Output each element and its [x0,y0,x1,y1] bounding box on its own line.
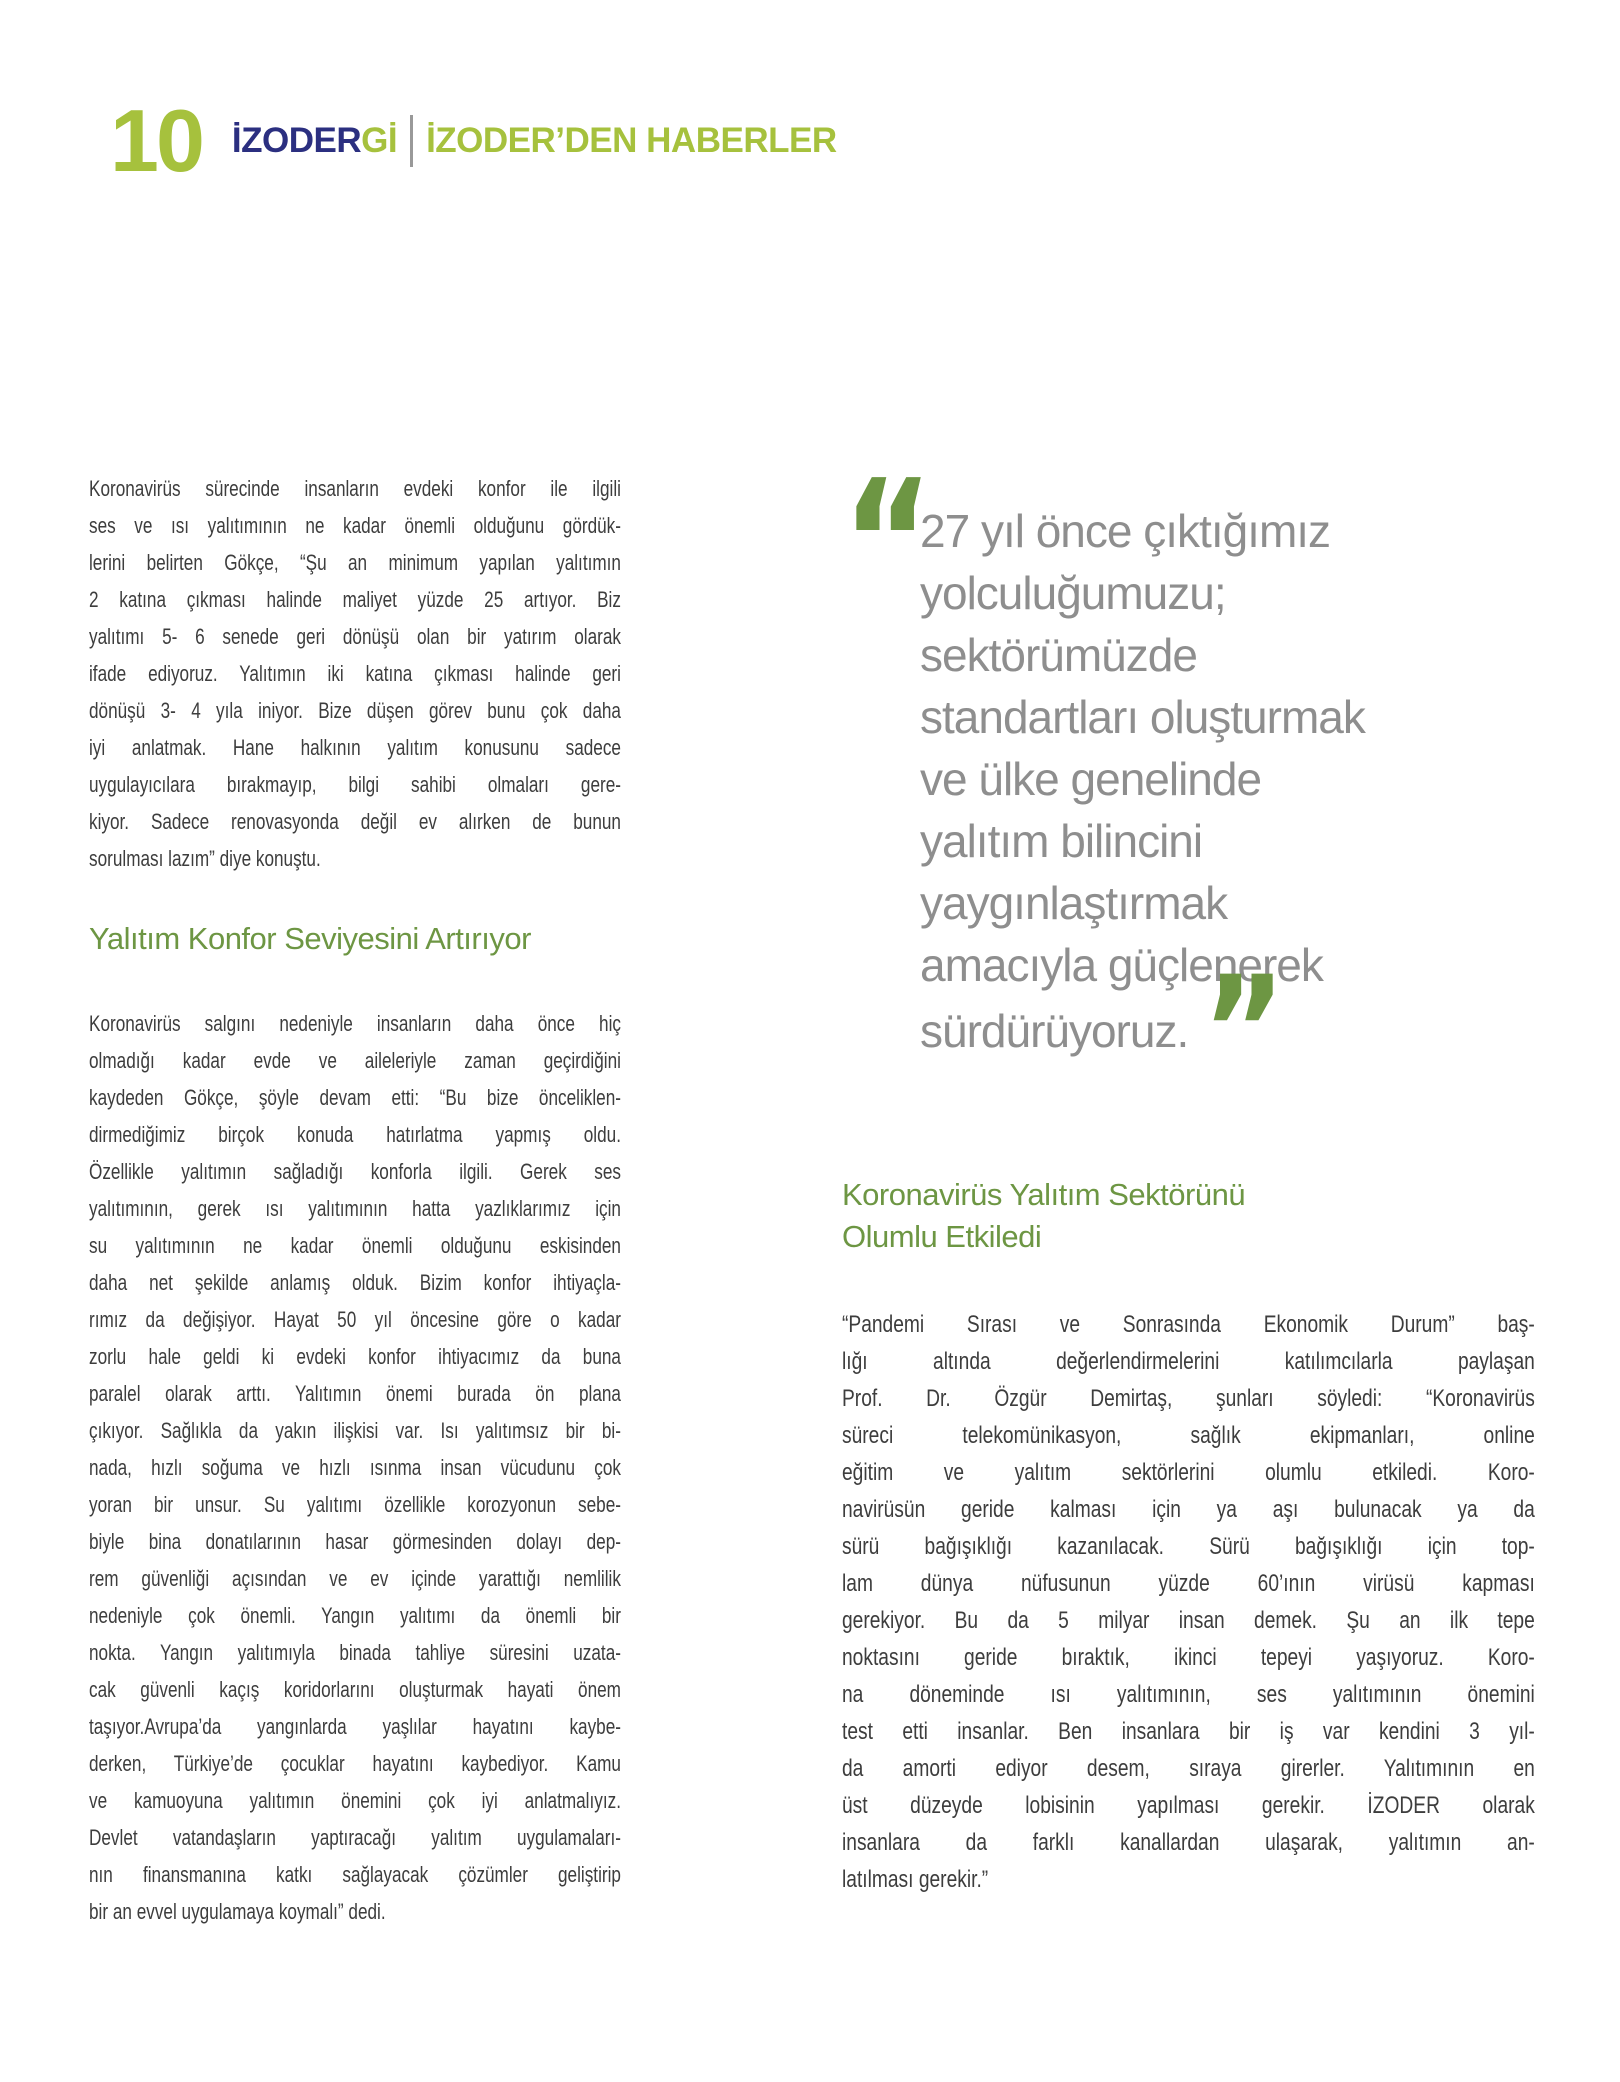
text-line: paralel olarak arttı. Yalıtımın önemi burada ön plana [89,1381,621,1406]
paragraph-pandemi [842,1306,1535,1898]
text-line: uygulayıcılara bırakmayıp, bilgi sahibi olmaları gere- [89,772,621,797]
text-line: ve kamuoyuna yalıtımın önemini çok iyi anlatmalıyız. [89,1788,621,1813]
text-line: ifade ediyoruz. Yalıtımın iki katına çıkması halinde geri [89,661,621,686]
text-line: zorlu hale geldi ki evdeki konfor ihtiyacımız da buna [89,1344,621,1369]
text-line: kiyor. Sadece renovasyonda değil ev alırken de bunun [89,809,621,834]
text-line: nın finansmanına katkı sağlayacak çözümler geliştirip [89,1862,621,1887]
text-line: iyi anlatmak. Hane halkının yalıtım konusunu sadece [89,735,621,760]
header-divider [410,115,413,167]
text-line: eğitim ve yalıtım sektörlerini olumlu etkiledi. Koro- [842,1459,1535,1486]
text-line: rımız da değişiyor. Hayat 50 yıl öncesine göre o kadar [89,1307,621,1332]
text-line: süreci telekomünikasyon, sağlık ekipmanları, online [842,1422,1535,1449]
text-line: sorulması lazım” diye konuştu. [89,846,321,871]
text-line: “Pandemi Sırası ve Sonrasında Ekonomik Durum” baş- [842,1311,1535,1338]
paragraph-konfor [89,1005,621,1930]
text-line: Özellikle yalıtımın sağladığı konforla ilgili. Gerek ses [89,1159,621,1184]
text-line: Koronavirüs salgını nedeniyle insanların daha önce hiç [89,1011,621,1036]
text-line: yalıtımı 5- 6 senede geri dönüşü olan bir yatırım olarak [89,624,621,649]
text-line: insanlara da farklı kanallardan ulaşarak, yalıtımın an- [842,1829,1535,1856]
text-line: na döneminde ısı yalıtımının, ses yalıtımının önemini [842,1681,1535,1708]
text-line: test etti insanlar. Ben insanlara bir iş var kendini 3 yıl- [842,1718,1535,1745]
text-line: nedeniyle çok önemli. Yangın yalıtımı da önemli bir [89,1603,621,1628]
text-line: yolculuğumuzu; [920,567,1226,619]
right-column [842,444,1535,1898]
text-line: rem güvenliği açısından ve ev içinde yarattığı nemlilik [89,1566,621,1591]
text-line: noktasını geride bıraktık, ikinci tepeyi yaşıyoruz. Koro- [842,1644,1535,1671]
text-line: lam dünya nüfusunun yüzde 60’ının virüsü kapması [842,1570,1535,1597]
text-line: Koronavirüs Yalıtım Sektörünü [842,1177,1246,1212]
paragraph-intro [89,470,621,877]
text-line: taşıyor.Avrupa’da yangınlarda yaşlılar hayatını kaybe- [89,1714,621,1739]
section-title: İZODER’DEN HABERLER [426,121,837,160]
text-line: standartları oluşturmak [920,691,1365,743]
text-line: lığı altında değerlendirmelerini katılımcılarla paylaşan [842,1348,1535,1375]
text-line: 27 yıl önce çıktığımız [920,505,1331,557]
text-line: üst düzeyde lobisinin yapılması gerekir. İZODER olarak [842,1792,1535,1819]
text-line: biyle bina donatılarının hasar görmesinden dolayı dep- [89,1529,621,1554]
text-line: latılması gerekir.” [842,1866,989,1893]
text-line: dirmediğimiz birçok konuda hatırlatma yapmış oldu. [89,1122,621,1147]
text-line: su yalıtımının ne kadar önemli olduğunu eskisinden [89,1233,621,1258]
text-line: derken, Türkiye’de çocuklar hayatını kaybediyor. Kamu [89,1751,621,1776]
subheading-konfor: Yalıtım Konfor Seviyesini Artırıyor [89,921,531,956]
text-line: sürü bağışıklığı kazanılacak. Sürü bağışıklığı için top- [842,1533,1535,1560]
text-line: Prof. Dr. Özgür Demirtaş, şunları söyledi: “Koronavirüs [842,1385,1535,1412]
text-line: gerekiyor. Bu da 5 milyar insan demek. Şu an ilk tepe [842,1607,1535,1634]
pull-quote-text [920,468,1365,1119]
text-line: yaygınlaştırmak [920,877,1228,929]
magazine-logo-primary: İZODER [231,121,362,160]
text-line: amacıyla güçlenerek [920,939,1323,991]
text-line: olmadığı kadar evde ve aileleriyle zaman geçirdiğini [89,1048,621,1073]
text-line: ve ülke genelinde [920,753,1262,805]
text-line: 2 katına çıkması halinde maliyet yüzde 25 artıyor. Biz [89,587,621,612]
text-line: bir an evvel uygulamaya koymalı” dedi. [89,1899,386,1924]
text-line: kaydeden Gökçe, şöyle devam etti: “Bu bize önceliklen- [89,1085,621,1110]
text-line: yalıtım bilincini [920,815,1203,867]
text-line: nokta. Yangın yalıtımıyla binada tahliye süresini uzata- [89,1640,621,1665]
pull-quote [842,444,1535,1119]
page-header [110,91,837,190]
text-line: çıkıyor. Sağlıkla da yakın ilişkisi var. Isı yalıtımsız bir bi- [89,1418,621,1443]
text-line: dönüşü 3- 4 yıla iniyor. Bize düşen görev bunu çok daha [89,698,621,723]
text-line: cak güvenli kaçış koridorlarını oluşturmak hayati önem [89,1677,621,1702]
text-line: Koronavirüs sürecinde insanların evdeki konfor ile ilgili [89,476,621,501]
text-line: navirüsün geride kalması için ya aşı bulunacak ya da [842,1496,1535,1523]
text-line: sürdürüyoruz.” [920,945,1286,1119]
open-quote-icon: “ [842,444,934,642]
text-line: lerini belirten Gökçe, “Şu an minimum yapılan yalıtımın [89,550,621,575]
text-line: sektörümüzde [920,629,1197,681]
magazine-logo-accent: Gİ [361,121,398,160]
magazine-logo [232,121,397,161]
text-line: daha net şekilde anlamış olduk. Bizim konfor ihtiyaçla- [89,1270,621,1295]
page-number: 10 [110,91,202,190]
subheading-sektor [842,1174,1535,1258]
text-line: ses ve ısı yalıtımının ne kadar önemli olduğunu gördük- [89,513,621,538]
left-column [89,470,621,1930]
text-line: yalıtımının, gerek ısı yalıtımının hatta yazlıklarımız için [89,1196,621,1221]
text-line: yoran bir unsur. Su yalıtımı özellikle korozyonun sebe- [89,1492,621,1517]
text-line: nada, hızlı soğuma ve hızlı ısınma insan vücudunu çok [89,1455,621,1480]
text-line: Olumlu Etkiledi [842,1219,1042,1254]
text-line: Devlet vatandaşların yaptıracağı yalıtım uygulamaları- [89,1825,621,1850]
text-line: da amorti ediyor desem, sıraya girerler. Yalıtımının en [842,1755,1535,1782]
